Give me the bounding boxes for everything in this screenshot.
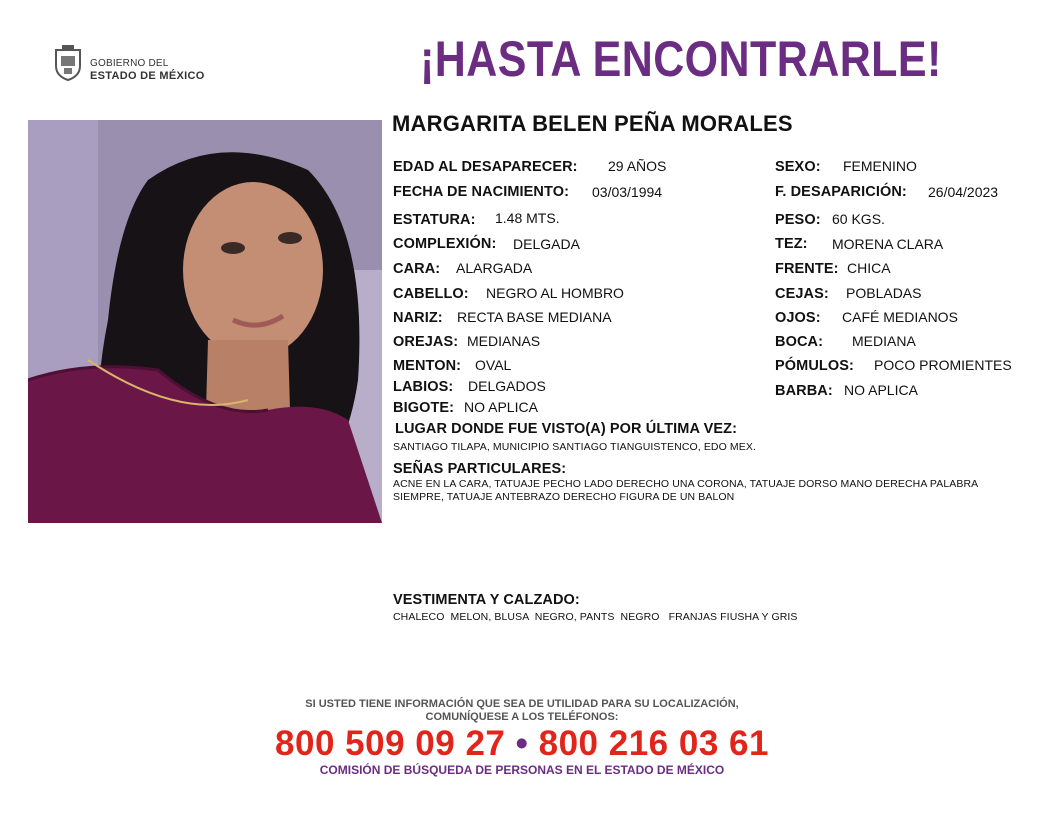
- marks-line2: SIEMPRE, TATUAJE ANTEBRAZO DERECHO FIGURA DE UN BALON: [393, 491, 735, 503]
- clothing-value: CHALECO MELON, BLUSA NEGRO, PANTS NEGRO FRANJAS FIUSHA Y GRIS: [393, 611, 798, 623]
- field-label-chin: MENTON:: [393, 358, 462, 374]
- field-label-cheekbones: PÓMULOS:: [775, 358, 854, 374]
- phone-separator: •: [515, 724, 529, 763]
- field-value-height: 1.48 MTS.: [495, 210, 560, 226]
- field-value-lips: DELGADOS: [468, 378, 546, 394]
- field-value-chin: OVAL: [475, 357, 512, 373]
- state-crest-icon: [52, 44, 84, 82]
- footer-note-line2: COMUNÍQUESE A LOS TELÉFONOS:: [425, 711, 619, 723]
- field-label-forehead: FRENTE:: [775, 261, 839, 277]
- field-label-birthdate: FECHA DE NACIMIENTO:: [393, 184, 569, 200]
- field-label-height: ESTATURA:: [393, 212, 476, 228]
- field-label-mouth: BOCA:: [775, 334, 824, 350]
- last-seen-value: SANTIAGO TILAPA, MUNICIPIO SANTIAGO TIANGUISTENCO, EDO MEX.: [393, 441, 756, 453]
- marks-line1: ACNE EN LA CARA, TATUAJE PECHO LADO DERECHO UNA CORONA, TATUAJE DORSO MANO DERECHA PALABRA: [393, 478, 979, 490]
- field-value-mustache: NO APLICA: [464, 399, 538, 415]
- portrait-photo: [28, 120, 382, 523]
- person-name: MARGARITA BELEN PEÑA MORALES: [392, 111, 793, 136]
- field-label-disappearance-date: F. DESAPARICIÓN:: [775, 184, 907, 200]
- field-label-build: COMPLEXIÓN:: [393, 236, 497, 252]
- field-value-beard: NO APLICA: [844, 382, 918, 398]
- field-value-forehead: CHICA: [847, 260, 891, 276]
- government-name-line2: ESTADO DE MÉXICO: [90, 70, 205, 82]
- footer-note-line1: SI USTED TIENE INFORMACIÓN QUE SEA DE UTILIDAD PARA SU LOCALIZACIÓN,: [305, 698, 739, 710]
- headline: ¡HASTA ENCONTRARLE!: [420, 31, 942, 87]
- field-label-eyebrows: CEJAS:: [775, 286, 829, 302]
- field-label-hair: CABELLO:: [393, 286, 469, 302]
- field-value-weight: 60 KGS.: [832, 211, 885, 227]
- field-label-complexion: TEZ:: [775, 236, 808, 252]
- government-name-line1: GOBIERNO DEL: [90, 58, 169, 69]
- field-label-face: CARA:: [393, 261, 441, 277]
- field-label-mustache: BIGOTE:: [393, 400, 455, 416]
- clothing-label: VESTIMENTA Y CALZADO:: [393, 592, 580, 608]
- field-value-sex: FEMENINO: [843, 158, 917, 174]
- field-label-beard: BARBA:: [775, 383, 833, 399]
- field-value-mouth: MEDIANA: [852, 333, 916, 349]
- phone-number-2[interactable]: 800 216 03 61: [538, 724, 769, 763]
- field-value-age: 29 AÑOS: [608, 158, 667, 174]
- field-value-eyes: CAFÉ MEDIANOS: [842, 309, 958, 325]
- phone-numbers: [222, 724, 822, 764]
- commission-name: COMISIÓN DE BÚSQUEDA DE PERSONAS EN EL ESTADO DE MÉXICO: [319, 763, 725, 777]
- field-label-eyes: OJOS:: [775, 310, 821, 326]
- field-value-face: ALARGADA: [456, 260, 533, 276]
- field-value-eyebrows: POBLADAS: [846, 285, 922, 301]
- field-label-age: EDAD AL DESAPARECER:: [393, 159, 578, 175]
- field-label-nose: NARIZ:: [393, 310, 443, 326]
- field-value-hair: NEGRO AL HOMBRO: [486, 285, 624, 301]
- field-value-disappearance-date: 26/04/2023: [928, 184, 999, 200]
- field-value-birthdate: 03/03/1994: [592, 184, 663, 200]
- field-value-nose: RECTA BASE MEDIANA: [457, 309, 612, 325]
- field-value-build: DELGADA: [513, 236, 580, 252]
- field-label-lips: LABIOS:: [393, 379, 454, 395]
- field-value-ears: MEDIANAS: [467, 333, 541, 349]
- last-seen-label: LUGAR DONDE FUE VISTO(A) POR ÚLTIMA VEZ:: [395, 421, 738, 437]
- field-value-cheekbones: POCO PROMIENTES: [874, 357, 1012, 373]
- field-label-weight: PESO:: [775, 212, 821, 228]
- field-label-ears: OREJAS:: [393, 334, 459, 350]
- phone-number-1[interactable]: 800 509 09 27: [275, 724, 506, 763]
- field-label-sex: SEXO:: [775, 159, 821, 175]
- field-value-complexion: MORENA CLARA: [832, 236, 944, 252]
- marks-label: SEÑAS PARTICULARES:: [393, 461, 567, 477]
